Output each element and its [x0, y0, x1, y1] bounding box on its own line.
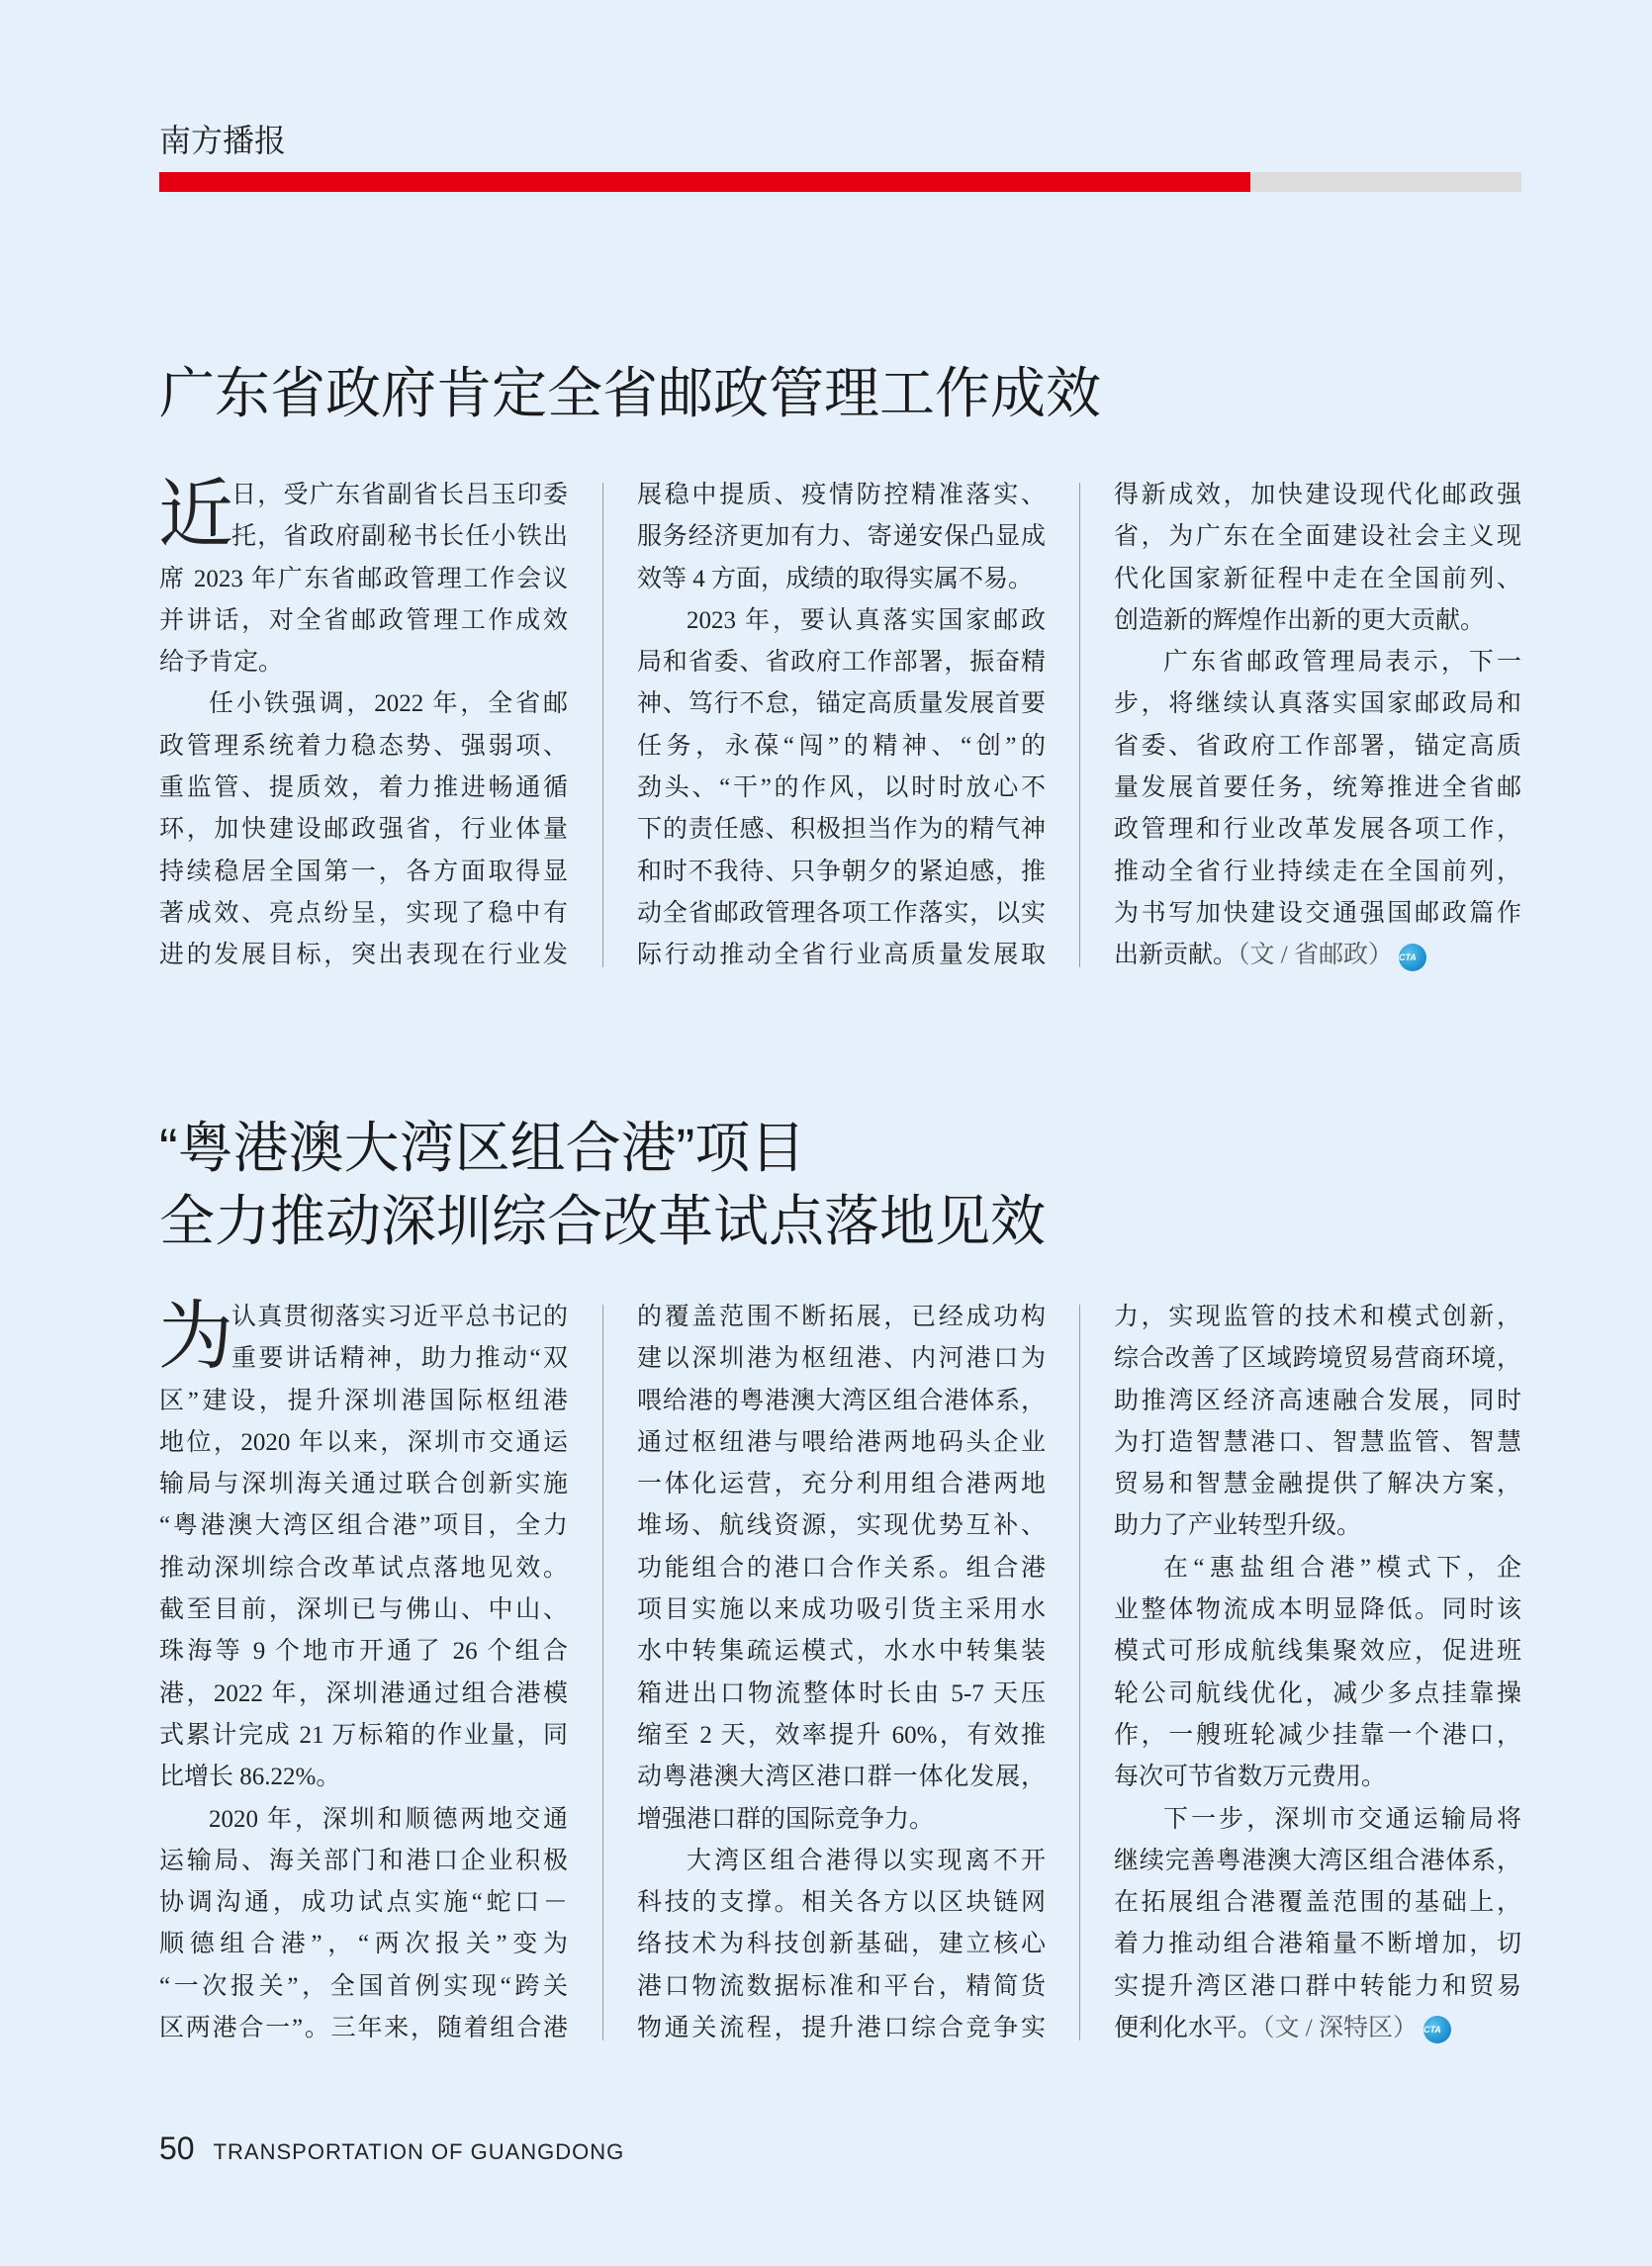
text-line: [159, 893, 568, 935]
line-text: 便利化水平。: [1114, 2015, 1263, 2042]
article-title-1: [159, 360, 1101, 426]
line-text: 箱进出口物流整体时长由 5-7 天压: [637, 1679, 1046, 1707]
line-text: 地位，2020 年以来，深圳市交通运: [159, 1428, 568, 1456]
text-line: [159, 1799, 568, 1841]
article-body-2: [159, 1297, 1521, 2050]
text-line: [159, 1381, 568, 1422]
line-text: 力，实现监管的技术和模式创新，: [1114, 1304, 1521, 1330]
line-text: 综合改善了区域跨境贸易营商环境，: [1114, 1345, 1521, 1373]
text-line: [159, 1422, 568, 1464]
line-text: 下的责任感、积极担当作为的精气神: [637, 816, 1046, 844]
text-line: [637, 726, 1046, 768]
line-text: 区两港合一”。三年来，随着组合港: [159, 2015, 568, 2042]
article-title-line: “粤港澳大湾区组合港”项目: [159, 1117, 806, 1179]
line-text: 认真贯彻落实习近平总书记的: [231, 1304, 568, 1330]
page-footer: [159, 2127, 624, 2170]
line-text: 在拓展组合港覆盖范围的基础上，: [1114, 1889, 1521, 1917]
line-text: 局和省委、省政府工作部署，振奋精: [637, 649, 1046, 677]
text-line: [159, 600, 568, 642]
line-text: 劲头、“干”的作风，以时时放心不: [637, 774, 1046, 802]
line-text: 席 2023 年广东省邮政管理工作会议: [159, 565, 568, 592]
line-text: 截至目前，深圳已与佛山、中山、: [159, 1596, 568, 1624]
text-line: [159, 1882, 568, 1924]
text-column: [1114, 475, 1521, 977]
text-line: [1114, 475, 1521, 516]
text-line: [637, 683, 1046, 725]
text-line: [159, 935, 568, 976]
text-line: [159, 642, 568, 683]
line-text: 神、笃行不怠，锚定高质量发展首要: [637, 690, 1046, 718]
line-text: 通过枢纽港与喂给港两地码头企业: [637, 1428, 1046, 1456]
text-line: [1114, 642, 1521, 683]
text-line: [637, 1882, 1046, 1924]
line-text: 进的发展目标，突出表现在行业发: [159, 942, 568, 969]
line-text: 2023 年，要认真落实国家邮政: [687, 606, 1046, 634]
line-text: 贸易和智慧金融提供了解决方案，: [1114, 1471, 1521, 1498]
line-text: 式累计完成 21 万标箱的作业量，同: [159, 1721, 568, 1749]
line-text: 港，2022 年，深圳港通过组合港模: [159, 1679, 568, 1707]
line-text: 助力了产业转型升级。: [1114, 1512, 1362, 1540]
line-text: 喂给港的粤港澳大湾区组合港体系，: [637, 1387, 1046, 1414]
line-text: 省，为广东在全面建设社会主义现: [1114, 523, 1521, 551]
line-text: 一体化运营，充分利用组合港两地: [637, 1471, 1046, 1498]
line-text: 省委、省政府工作部署，锚定高质: [1114, 732, 1521, 760]
line-text: 重监管、提质效，着力推进畅通循: [159, 774, 568, 802]
text-line: [1114, 1464, 1521, 1505]
line-text: 港口物流数据标准和平台，精简货: [637, 1972, 1046, 2000]
line-text: 作，一艘班轮减少挂靠一个港口，: [1114, 1721, 1521, 1749]
line-text: 缩至 2 天，效率提升 60%，有效推: [637, 1721, 1046, 1749]
line-text: 建以深圳港为枢纽港、内河港口为: [637, 1345, 1046, 1373]
text-line: [637, 809, 1046, 851]
text-line: [159, 852, 568, 893]
line-text: 量发展首要任务，统筹推进全省邮: [1114, 774, 1521, 802]
line-text: 广东省邮政管理局表示，下一: [1163, 649, 1521, 677]
text-line: [159, 1841, 568, 1882]
text-column: [637, 475, 1046, 977]
text-line: [159, 1674, 568, 1715]
text-line: [159, 1589, 568, 1631]
text-line: [159, 809, 568, 851]
article-title-line: 全力推动深圳综合改革试点落地见效: [159, 1189, 1046, 1252]
line-text: 项目实施以来成功吸引货主采用水: [637, 1596, 1046, 1624]
line-text: 的覆盖范围不断拓展，已经成功构: [637, 1304, 1046, 1330]
text-line: [1114, 768, 1521, 809]
text-line: [1114, 1715, 1521, 1757]
text-line: [1114, 726, 1521, 768]
line-text: 和时不我待、只争朝夕的紧迫感，推: [637, 858, 1046, 885]
text-line: [637, 1799, 1046, 1841]
text-line: [1114, 1505, 1521, 1547]
line-text: 物通关流程，提升港口综合竞争实: [637, 2015, 1046, 2042]
line-text: 比增长 86.22%。: [159, 1764, 341, 1791]
text-line: [637, 1966, 1046, 2008]
text-line: [159, 1715, 568, 1757]
section-rule: [159, 172, 1521, 192]
text-column: [1114, 1297, 1521, 2049]
text-line: [637, 2008, 1046, 2049]
text-line: [159, 1757, 568, 1798]
line-text: 络技术为科技创新基础，建立核心: [637, 1931, 1046, 1958]
line-text: 日，受广东省副省长吕玉印委: [231, 482, 568, 508]
line-text: 推动全省行业持续走在全国前列，: [1114, 858, 1521, 885]
text-line: [1114, 600, 1521, 642]
text-line: [1114, 1841, 1521, 1882]
column-divider: [1079, 1305, 1080, 2040]
article-title-line: 广东省政府肯定全省邮政管理工作成效: [159, 362, 1101, 424]
text-line: [1114, 1589, 1521, 1631]
text-line: [1114, 1422, 1521, 1464]
page-number: 50: [159, 2130, 195, 2166]
line-text: 模式可形成航线集聚效应，促进班: [1114, 1638, 1521, 1666]
line-text: 步，将继续认真落实国家邮政局和: [1114, 690, 1521, 718]
text-line: [637, 1297, 1046, 1338]
line-text: 出新贡献。: [1114, 942, 1239, 969]
text-line: [637, 1505, 1046, 1547]
line-text: 着力推动组合港箱量不断增加，切: [1114, 1931, 1521, 1958]
text-line: [637, 1631, 1046, 1673]
article-title-2: [159, 1112, 1046, 1257]
text-line: [637, 1381, 1046, 1422]
text-column: [159, 475, 568, 977]
line-text: 科技的支撑。相关各方以区块链网: [637, 1889, 1046, 1917]
text-line: [159, 559, 568, 600]
line-text: 任务，永葆“闯”的精神、“创”的: [637, 732, 1046, 760]
line-text: 动粤港澳大湾区港口群一体化发展，: [637, 1764, 1046, 1791]
text-line: [1114, 516, 1521, 558]
text-line: [159, 1464, 568, 1505]
text-line: [1114, 1297, 1521, 1338]
line-text: 功能组合的港口合作关系。组合港: [637, 1554, 1046, 1582]
byline: （文 / 省邮政）: [1238, 942, 1393, 969]
text-line: [1114, 1882, 1521, 1924]
line-text: 动全省邮政管理各项工作落实，以实: [637, 899, 1046, 927]
text-line: [1114, 1966, 1521, 2008]
text-line: [637, 475, 1046, 516]
text-line: [1114, 1631, 1521, 1673]
section-label: 南方播报: [159, 123, 287, 158]
line-text: 推动深圳综合改革试点落地见效。: [159, 1554, 568, 1582]
text-line: [159, 768, 568, 809]
line-text: 协调沟通，成功试点实施“蛇口－: [159, 1889, 568, 1917]
text-line: [1114, 852, 1521, 893]
text-line: [637, 1715, 1046, 1757]
text-line: [637, 1464, 1046, 1505]
line-text: 顺德组合港”，“两次报关”变为: [159, 1931, 568, 1958]
line-text: 效等 4 方面，成绩的取得实属不易。: [637, 565, 1034, 592]
line-text: “粤港澳大湾区组合港”项目，全力: [159, 1512, 568, 1540]
line-text: 得新成效，加快建设现代化邮政强: [1114, 482, 1521, 508]
section-rule-track: [1250, 172, 1521, 192]
line-text: 水中转集疏运模式，水水中转集装: [637, 1638, 1046, 1666]
byline: （文 / 深特区）: [1262, 2015, 1418, 2042]
text-line: [1114, 683, 1521, 725]
line-text: 服务经济更加有力、寄递安保凸显成: [637, 523, 1046, 551]
line-text: 重要讲话精神，助力推动“双: [231, 1345, 568, 1373]
line-text: 区”建设，提升深圳港国际枢纽港: [159, 1387, 568, 1414]
text-line: [159, 726, 568, 768]
column-divider: [602, 1305, 603, 2040]
text-line: [1114, 1548, 1521, 1589]
text-line: [637, 600, 1046, 642]
text-column: [159, 1297, 568, 2049]
text-line: [1114, 1924, 1521, 1965]
text-line: [1114, 935, 1521, 976]
line-text: 为打造智慧港口、智慧监管、智慧: [1114, 1428, 1521, 1456]
line-text: 为书写加快建设交通强国邮政篇作: [1114, 899, 1521, 927]
text-column: [637, 1297, 1046, 2049]
line-text: 创造新的辉煌作出新的更大贡献。: [1114, 606, 1486, 634]
line-text: 著成效、亮点纷呈，实现了稳中有: [159, 899, 568, 927]
drop-cap: 为: [158, 1296, 233, 1379]
line-text: 运输局、海关部门和港口企业积极: [159, 1847, 568, 1874]
line-text: 政管理系统着力稳态势、强弱项、: [159, 732, 568, 760]
line-text: 托，省政府副秘书长任小铁出: [231, 523, 568, 551]
text-line: [637, 559, 1046, 600]
text-line: [1114, 809, 1521, 851]
text-line: [637, 1422, 1046, 1464]
line-text: 并讲话，对全省邮政管理工作成效: [159, 606, 568, 634]
line-text: 持续稳居全国第一，各方面取得显: [159, 858, 568, 885]
text-line: [637, 935, 1046, 976]
line-text: “一次报关”，全国首例实现“跨关: [159, 1972, 568, 2000]
line-text: 大湾区组合港得以实现离不开: [687, 1847, 1046, 1874]
text-line: [159, 1548, 568, 1589]
line-text: 代化国家新征程中走在全国前列、: [1114, 565, 1521, 592]
section-rule-accent: [159, 172, 1250, 192]
text-line: [637, 893, 1046, 935]
line-text: 堆场、航线资源，实现优势互补、: [637, 1512, 1046, 1540]
text-line: [637, 1338, 1046, 1380]
text-line: [637, 852, 1046, 893]
column-divider: [602, 483, 603, 967]
text-line: [637, 1589, 1046, 1631]
line-text: 在“惠盐组合港”模式下，企: [1163, 1554, 1521, 1582]
column-divider: [1079, 483, 1080, 967]
text-line: [1114, 1381, 1521, 1422]
text-line: [159, 1631, 568, 1673]
text-line: [159, 1966, 568, 2008]
text-line: [159, 2008, 568, 2049]
text-line: [637, 642, 1046, 683]
line-text: 政管理和行业改革发展各项工作，: [1114, 816, 1521, 844]
article-body-1: [159, 475, 1521, 977]
text-line: [637, 768, 1046, 809]
line-text: 给予肯定。: [159, 649, 284, 677]
text-line: [637, 1841, 1046, 1882]
line-text: 2020 年，深圳和顺德两地交通: [209, 1805, 568, 1833]
text-line: [159, 683, 568, 725]
text-line: [637, 1548, 1046, 1589]
line-text: 业整体物流成本明显降低。同时该: [1114, 1596, 1521, 1624]
text-line: [1114, 1757, 1521, 1798]
text-line: [637, 1924, 1046, 1965]
text-line: [1114, 559, 1521, 600]
line-text: 每次可节省数万元费用。: [1114, 1764, 1387, 1791]
line-text: 任小铁强调，2022 年，全省邮: [209, 690, 568, 718]
cta-logo: CTA: [1423, 2016, 1451, 2043]
line-text: 实提升湾区港口群中转能力和贸易: [1114, 1972, 1521, 2000]
line-text: 际行动推动全省行业高质量发展取: [637, 942, 1046, 969]
line-text: 轮公司航线优化，减少多点挂靠操: [1114, 1679, 1521, 1707]
text-line: [1114, 2008, 1521, 2049]
magazine-name: TRANSPORTATION OF GUANGDONG: [213, 2139, 625, 2164]
line-text: 下一步，深圳市交通运输局将: [1163, 1805, 1521, 1833]
drop-cap: 近: [158, 474, 233, 557]
text-line: [1114, 1799, 1521, 1841]
line-text: 助推湾区经济高速融合发展，同时: [1114, 1387, 1521, 1414]
text-line: [637, 1674, 1046, 1715]
text-line: [1114, 1338, 1521, 1380]
text-line: [159, 1924, 568, 1965]
text-line: [637, 516, 1046, 558]
line-text: 增强港口群的国际竞争力。: [637, 1805, 935, 1833]
line-text: 输局与深圳海关通过联合创新实施: [159, 1471, 568, 1498]
text-line: [159, 1505, 568, 1547]
text-line: [1114, 893, 1521, 935]
text-line: [637, 1757, 1046, 1798]
cta-logo: CTA: [1399, 944, 1426, 971]
text-line: [1114, 1674, 1521, 1715]
line-text: 环，加快建设邮政强省，行业体量: [159, 816, 568, 844]
line-text: 珠海等 9 个地市开通了 26 个组合: [159, 1638, 568, 1666]
line-text: 展稳中提质、疫情防控精准落实、: [637, 482, 1046, 508]
line-text: 继续完善粤港澳大湾区组合港体系，: [1114, 1847, 1521, 1874]
